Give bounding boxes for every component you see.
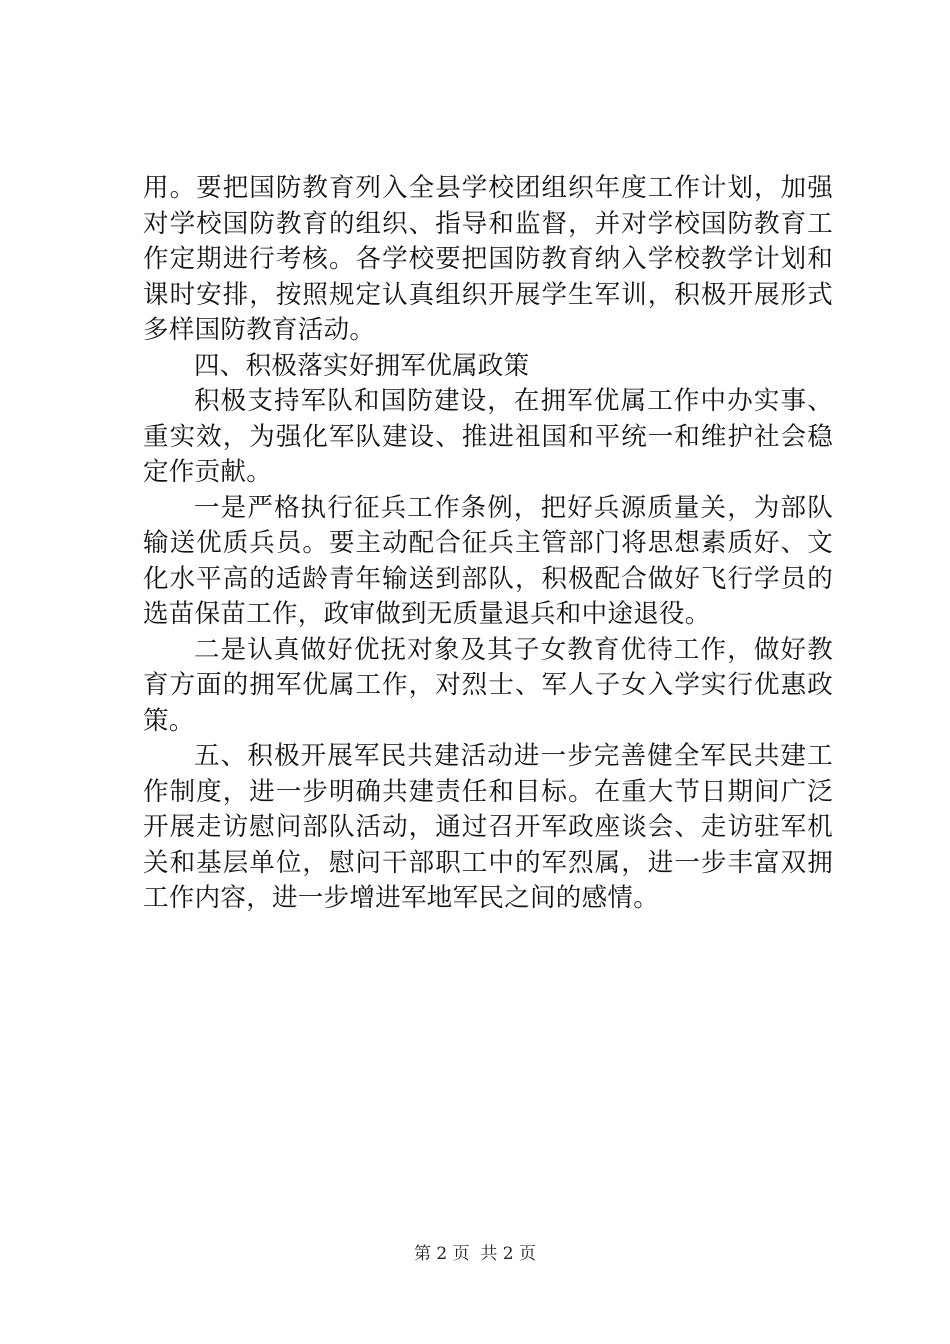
section-heading-four: 四、积极落实好拥军优属政策 <box>194 350 530 381</box>
page-footer <box>0 1244 950 1264</box>
paragraph-continuation: 用。要把国防教育列入全县学校团组织年度工作计划，加强对学校国防教育的组织、指导和监督，并对学校国防教育工作定期进行考核。各学校要把国防教育纳入学校教学计划和课时安排，按照规定认真组织开展学生军训，积极开展形式多样国防教育活动。 <box>143 173 833 345</box>
paragraph-education-preference: 二是认真做好优抚对象及其子女教育优待工作，做好教育方面的拥军优属工作，对烈士、军人子女入学实行优惠政策。 <box>143 634 833 736</box>
paragraph-support-military: 积极支持军队和国防建设，在拥军优属工作中办实事、重实效，为强化军队建设、推进祖国和平统一和维护社会稳定作贡献。 <box>143 386 833 487</box>
paragraph-conscription: 一是严格执行征兵工作条例，把好兵源质量关，为部队输送优质兵员。要主动配合征兵主管部门将思想素质好、文化水平高的适龄青年输送到部队，积极配合做好飞行学员的选苗保苗工作，政审做到无质量退兵和中途退役。 <box>143 492 833 629</box>
page-number-label: 第 2 页 共 2 页 <box>413 1244 537 1264</box>
paragraph-section-five: 五、积极开展军民共建活动进一步完善健全军民共建工作制度，进一步明确共建责任和目标。在重大节日期间广泛开展走访慰问部队活动，通过召开军政座谈会、走访驻军机关和基层单位，慰问干部职工中的军烈属，进一步丰富双拥工作内容，进一步增进军地军民之间的感情。 <box>143 741 833 913</box>
document-body <box>143 171 833 917</box>
